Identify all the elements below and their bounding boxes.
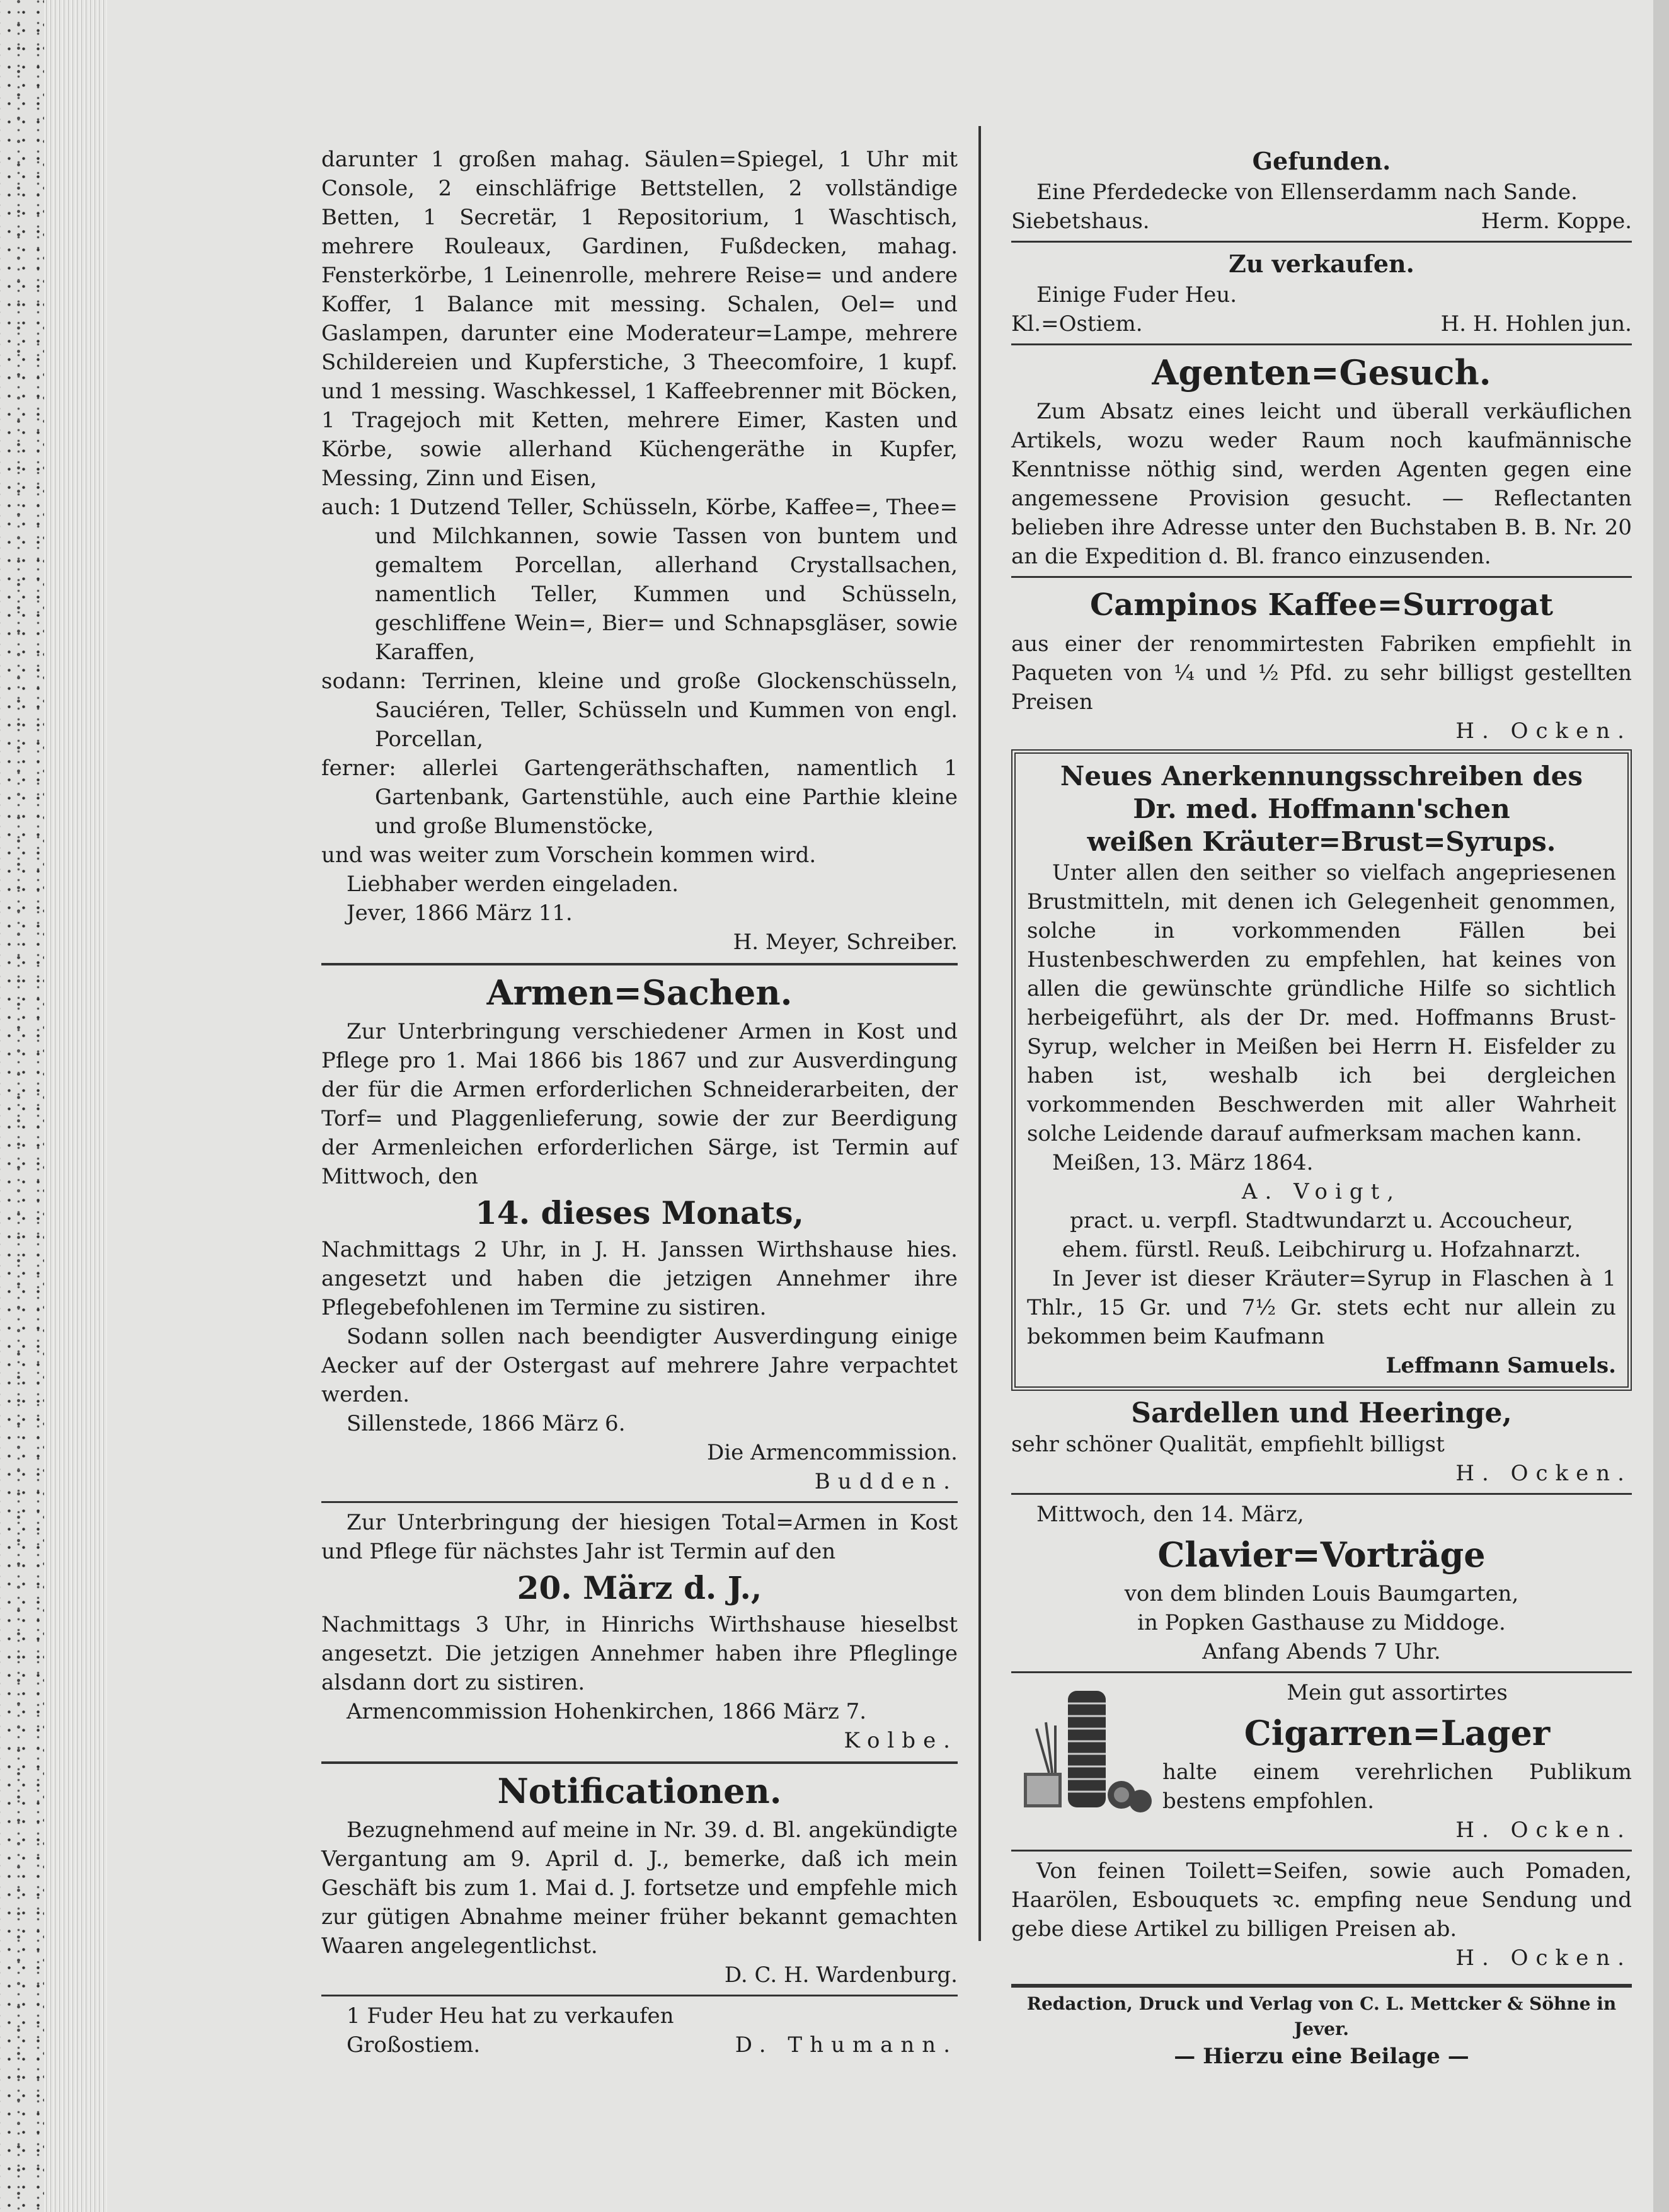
heu-signature: D. Thumann.: [735, 2032, 958, 2058]
sardellen-header: Sardellen und Heeringe,: [1131, 1397, 1512, 1429]
campinos-header: Campinos Kaffee=Surrogat: [1089, 587, 1554, 623]
armen-date-big-2: 20. März d. J.,: [517, 1569, 762, 1606]
armen-text-1: Zur Unterbringung verschiedener Armen in Kost und Pflege pro 1. Mai 1866 bis 1867 und zur Ausverdingung der für die Armen erforderlichen Schneiderarbeiten, der Torf= und Plaggenlieferung, sowie der zur Beerdigung der Armenleichen erforderlichen Särge, ist Termin auf Mittwoch, den: [321, 1019, 958, 1189]
seifen-signature: H. Ocken.: [1455, 1945, 1632, 1971]
notif-text: Bezugnehmend auf meine in Nr. 39. d. Bl. angekündigte Vergantung am 9. April d. J., bemerke, daß ich mein Geschäft bis zum 1. Mai d. J. fortsetze und empfehle mich zur gütigen Abnahme meiner früher bekannt gemachten Waaren angelegentlichst.: [321, 1817, 958, 1959]
armen-header: Armen=Sachen.: [486, 972, 793, 1013]
seifen-text: Von feinen Toilett=Seifen, sowie auch Pomaden, Haarölen, Esbouquets ꝛc. empfing neue Sendung und gebe diese Artikel zu billigen Preisen ab.: [1011, 1858, 1632, 1942]
syrup-text: Unter allen den seither so vielfach angepriesenen Brustmitteln, mit denen ich Gelegenheit genommen, solche in vorkommenden Fällen bei Hustenbeschwerden zu empfehlen, hat keines von allen die gewünschte gründliche Hilfe so sichtlich herbeigeführt, als der Dr. med. Hoffmanns Brust-Syrup, welcher in Meißen bei Herrn H. Eisfelder zu haben ist, weshalb ich bei dergleichen vorkommenden Beschwerden mit aller Wahrheit solche Leidende darauf aufmerksam machen kann.: [1027, 860, 1616, 1146]
armen-signature-2: Kolbe.: [844, 1728, 958, 1753]
scan-speckled-edge: [0, 0, 44, 2212]
footer-divider: [1011, 1984, 1632, 1988]
cigar-advertisement: [1011, 1678, 1632, 1845]
clavier-line-2: in Popken Gasthause zu Middoge.: [1137, 1610, 1506, 1635]
heu-footer: [321, 2031, 958, 2059]
armen-text-4: Zur Unterbringung der hiesigen Total=Armen in Kost und Pflege für nächstes Jahr ist Termin auf den: [321, 1510, 958, 1564]
sale-signature: H. H. Hohlen jun.: [1440, 311, 1632, 337]
campinos-text: aus einer der renommirtesten Fabriken empfiehlt in Paqueten von ¼ und ½ Pfd. zu sehr billigst gestellten Preisen: [1011, 631, 1632, 715]
auction-items-auch: auch: 1 Dutzend Teller, Schüsseln, Körbe, Kaffee=, Thee= und Milchkannen, sowie Tassen von buntem und gemaltem Porcellan, allerhand Crystallsachen, namentlich Teller, Kummen und Schüsseln, geschliffene Wein=, Bier= und Schnapsgläser, sowie Karaffen,: [321, 495, 958, 665]
right-page-edge: [1653, 0, 1669, 2212]
syrup-date: Meißen, 13. März 1864.: [1052, 1150, 1314, 1175]
armen-date-1: Sillenstede, 1866 März 6.: [347, 1411, 626, 1436]
clavier-date: Mittwoch, den 14. März,: [1036, 1502, 1304, 1527]
armen-text-3: Sodann sollen nach beendigter Ausverdingung einige Aecker auf der Ostergast auf mehrere Jahre verpachtet werden.: [321, 1324, 958, 1407]
column-rule: [978, 126, 981, 1941]
footer-imprint: Redaction, Druck und Verlag von C. L. Mettcker & Söhne in Jever.: [1026, 1993, 1617, 2039]
auction-invite: Liebhaber werden eingeladen.: [347, 872, 679, 897]
heu-place: Großostiem.: [347, 2032, 481, 2058]
section-divider: [1011, 576, 1632, 578]
armen-signature-1b: Budden.: [814, 1469, 958, 1494]
auction-items-ferner: ferner: allerlei Gartengeräthschaften, namentlich 1 Gartenbank, Gartenstühle, auch eine Parthie kleine und große Blumenstöcke,: [321, 756, 958, 839]
notif-signature: D. C. H. Wardenburg.: [724, 1962, 958, 1988]
section-divider: [321, 1501, 958, 1503]
armen-text-5: Nachmittags 3 Uhr, in Hinrichs Wirthshause hieselbst angesetzt. Die jetzigen Annehmer haben ihre Pfleglinge alsdann dort zu sistiren.: [321, 1612, 958, 1695]
armen-signature-1a: Die Armencommission.: [707, 1440, 958, 1465]
syrup-signature-2: pract. u. verpfl. Stadtwundarzt u. Accoucheur,: [1070, 1208, 1573, 1233]
cigar-bundle-illustration-icon: [1011, 1678, 1156, 1823]
notif-header: Notificationen.: [497, 1771, 782, 1811]
auction-signature: H. Meyer, Schreiber.: [733, 930, 958, 955]
auction-items-sodann: sodann: Terrinen, kleine und große Glockenschüsseln, Sauciéren, Teller, Schüsseln und Kummen von engl. Porcellan,: [321, 669, 958, 752]
clavier-header: Clavier=Vorträge: [1157, 1535, 1486, 1575]
found-footer: [1011, 207, 1632, 236]
sardellen-signature: H. Ocken.: [1455, 1461, 1632, 1486]
found-text: Eine Pferdedecke von Ellenserdamm nach Sande.: [1036, 180, 1578, 205]
armen-date-big-1: 14. dieses Monats,: [475, 1194, 804, 1231]
section-divider: [321, 963, 958, 965]
section-divider: [1011, 343, 1632, 345]
agent-header: Agenten=Gesuch.: [1152, 352, 1491, 393]
section-divider: [1011, 1493, 1632, 1495]
cigar-text-block: [1162, 1678, 1632, 1845]
page-stack-edges: [44, 0, 107, 2212]
sale-footer: [1011, 309, 1632, 338]
found-place: Siebetshaus.: [1011, 209, 1150, 234]
sale-header: Zu verkaufen.: [1229, 250, 1414, 278]
found-header: Gefunden.: [1252, 147, 1391, 175]
agent-text: Zum Absatz eines leicht und überall verkäuflichen Artikels, wozu weder Raum noch kaufmännische Kenntnisse nöthig sind, werden Agenten gegen eine angemessene Provision gesucht. — Reflectanten belieben ihre Adresse unter den Buchstaben B. B. Nr. 20 an die Expedition d. Bl. franco einzusenden.: [1011, 399, 1632, 569]
syrup-line-2: Dr. med. Hoffmann'schen: [1133, 793, 1510, 824]
cigar-header: Cigarren=Lager: [1244, 1713, 1551, 1753]
campinos-signature: H. Ocken.: [1455, 718, 1632, 744]
armen-text-2: Nachmittags 2 Uhr, in J. H. Janssen Wirthshause hies. angesetzt und haben die jetzigen Annehmer ihre Pflegebefohlenen im Termine zu sistiren.: [321, 1237, 958, 1320]
clavier-line-3: Anfang Abends 7 Uhr.: [1202, 1639, 1441, 1664]
cigar-signature: H. Ocken.: [1455, 1817, 1632, 1843]
section-divider: [1011, 1850, 1632, 1852]
right-column: [1011, 145, 1632, 2071]
section-divider: [1011, 1671, 1632, 1673]
syrup-advertisement-box: [1011, 749, 1632, 1391]
section-divider: [321, 1995, 958, 1996]
section-divider: [1011, 241, 1632, 243]
sardellen-text: sehr schöner Qualität, empfiehlt billigst: [1011, 1432, 1445, 1457]
section-divider: [321, 1761, 958, 1764]
syrup-signature-3: ehem. fürstl. Reuß. Leibchirurg u. Hofzahnarzt.: [1062, 1237, 1581, 1262]
armen-date-2: Armencommission Hohenkirchen, 1866 März 7.: [347, 1699, 867, 1724]
heu-text: 1 Fuder Heu hat zu verkaufen: [347, 2003, 674, 2029]
syrup-signature-4: Leffmann Samuels.: [1385, 1353, 1616, 1378]
sale-text: Einige Fuder Heu.: [1036, 282, 1237, 308]
left-column: [321, 145, 958, 2059]
found-signature: Herm. Koppe.: [1481, 209, 1632, 234]
syrup-text-2: In Jever ist dieser Kräuter=Syrup in Flaschen à 1 Thlr., 15 Gr. und 7½ Gr. stets echt nur allein zu bekommen beim Kaufmann: [1027, 1266, 1616, 1349]
auction-items-main: darunter 1 großen mahag. Säulen=Spiegel, 1 Uhr mit Console, 2 einschläfrige Bettstellen, 2 vollständige Betten, 1 Secretär, 1 Repositorium, 1 Waschtisch, mehrere Rouleaux, Gardinen, Fußdecken, mahag. Fensterkörbe, 1 Leinenrolle, mehrere Reise= und andere Koffer, 1 Balance mit messing. Schalen, Oel= und Gaslampen, darunter eine Moderateur=Lampe, mehrere Schildereien und Kupferstiche, 3 Theecomfoire, 1 kupf. und 1 messing. Waschkessel, 1 Kaffeebrenner mit Böcken, 1 Tragejoch mit Ketten, mehrere Eimer, Kasten und Körbe, sowie allerhand Küchengeräthe in Kupfer, Messing, Zinn und Eisen,: [321, 147, 958, 491]
sale-place: Kl.=Ostiem.: [1011, 311, 1143, 337]
cigar-text: halte einem verehrlichen Publikum bestens empfohlen.: [1162, 1760, 1632, 1814]
auction-items-rest: und was weiter zum Vorschein kommen wird.: [321, 843, 817, 868]
clavier-line-1: von dem blinden Louis Baumgarten,: [1124, 1581, 1519, 1606]
auction-date: Jever, 1866 März 11.: [347, 901, 573, 926]
syrup-signature-1: A. Voigt,: [1241, 1179, 1402, 1204]
footer-supplement: — Hierzu eine Beilage —: [1174, 2044, 1469, 2069]
cigar-intro: Mein gut assortirtes: [1287, 1680, 1508, 1705]
syrup-line-1: Neues Anerkennungsschreiben des: [1060, 761, 1583, 792]
syrup-line-3: weißen Kräuter=Brust=Syrups.: [1087, 826, 1556, 857]
